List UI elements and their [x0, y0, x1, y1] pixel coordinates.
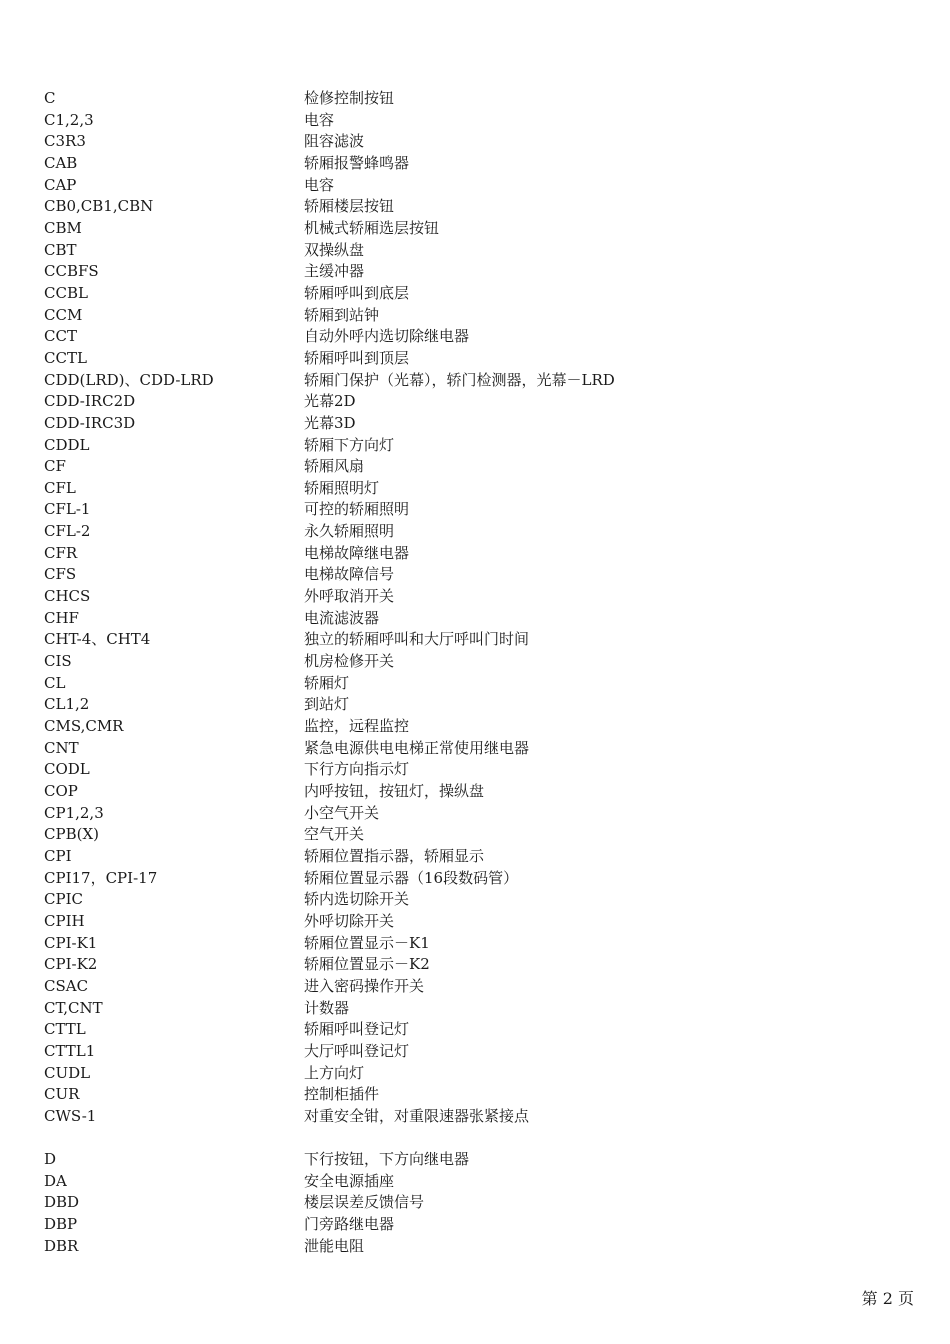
term-description: 双操纵盘 [304, 240, 365, 259]
table-row [44, 435, 924, 457]
blank-row [44, 1128, 924, 1150]
term-description: 小空气开关 [304, 803, 380, 822]
term-description: 可控的轿厢照明 [304, 500, 410, 519]
term-description: 轿厢下方向灯 [304, 435, 395, 454]
term-code: COP [44, 782, 78, 800]
term-code: DBR [44, 1236, 79, 1255]
term-code: DA [44, 1171, 67, 1190]
term-description: 轿厢位置显示器（16段数码管） [304, 868, 519, 887]
term-code: CPIC [44, 890, 83, 909]
page-number: 2 [882, 1289, 893, 1308]
term-description: 光幕2D [304, 392, 356, 411]
term-description: 电容 [304, 175, 335, 194]
term-code: CHCS [44, 587, 91, 606]
term-description: 监控，远程监控 [304, 717, 410, 736]
term-code: CCTL [44, 348, 87, 367]
term-code: CDD-IRC3D [44, 413, 136, 432]
table-row [44, 131, 924, 153]
glossary-table [44, 88, 924, 1257]
term-description: 下行方向指示灯 [304, 760, 410, 779]
term-description: 阻容滤波 [304, 132, 365, 151]
table-row [44, 456, 924, 478]
term-code: CPI [44, 846, 72, 865]
table-row [44, 976, 924, 998]
term-code: CF [44, 457, 66, 476]
term-code: CPIH [44, 911, 85, 930]
table-row [44, 1192, 924, 1214]
term-code: CFR [44, 543, 78, 562]
term-description: 楼层误差反馈信号 [304, 1193, 425, 1212]
term-code: CUR [44, 1085, 80, 1104]
table-row [44, 824, 924, 846]
table-row [44, 1084, 924, 1106]
term-code: CUDL [44, 1063, 91, 1082]
table-row [44, 673, 924, 695]
term-code: CFL-1 [44, 500, 91, 519]
table-row [44, 651, 924, 673]
term-code: CAP [44, 175, 77, 194]
table-row [44, 608, 924, 630]
table-row [44, 998, 924, 1020]
term-code: CL1,2 [44, 695, 90, 714]
term-code: CDD(LRD)、CDD-LRD [44, 370, 214, 389]
term-code: CWS-1 [44, 1106, 97, 1125]
table-row [44, 586, 924, 608]
table-row [44, 543, 924, 565]
term-code: CL [44, 673, 66, 692]
term-description: 外呼取消开关 [304, 587, 395, 606]
table-row [44, 305, 924, 327]
term-code: CFS [44, 565, 77, 584]
term-description: 轿厢到站钟 [304, 305, 380, 324]
term-code: CHT-4、CHT4 [44, 630, 151, 649]
term-code: DBD [44, 1193, 80, 1212]
term-code: CB0,CB1,CBN [44, 197, 154, 216]
table-row [44, 738, 924, 760]
table-row [44, 153, 924, 175]
term-code: CT,CNT [44, 998, 103, 1017]
term-description: 控制柜插件 [304, 1085, 380, 1104]
term-description: 自动外呼内选切除继电器 [304, 327, 470, 346]
term-description: 大厅呼叫登记灯 [304, 1041, 410, 1060]
term-code: CSAC [44, 976, 89, 995]
table-row [44, 261, 924, 283]
table-row [44, 478, 924, 500]
table-row [44, 1063, 924, 1085]
table-row [44, 933, 924, 955]
term-code: CMS,CMR [44, 717, 124, 736]
term-description: 轿厢门保护（光幕），轿门检测器，光幕－LRD [304, 370, 615, 389]
table-row [44, 868, 924, 890]
table-row [44, 88, 924, 110]
term-code: D [44, 1150, 57, 1169]
table-row [44, 521, 924, 543]
term-code: CHF [44, 608, 79, 627]
term-description: 轿厢位置指示器，轿厢显示 [304, 846, 485, 865]
term-description: 轿厢楼层按钮 [304, 197, 395, 216]
page-footer [862, 1286, 914, 1309]
term-description [304, 1128, 924, 1150]
term-description: 轿厢灯 [304, 673, 350, 692]
term-description: 计数器 [304, 998, 350, 1017]
table-row [44, 413, 924, 435]
term-description: 泄能电阻 [304, 1236, 365, 1255]
term-description: 对重安全钳，对重限速器张紧接点 [304, 1106, 530, 1125]
term-description: 轿厢位置显示－K1 [304, 933, 430, 952]
term-code: CIS [44, 652, 72, 671]
term-code: CP1,2,3 [44, 803, 104, 822]
term-code: C [44, 89, 56, 107]
table-row [44, 629, 924, 651]
table-row [44, 326, 924, 348]
term-code: DBP [44, 1215, 78, 1234]
table-row [44, 240, 924, 262]
term-code: CFL-2 [44, 522, 91, 541]
term-code: CBT [44, 240, 77, 259]
term-code: CPI-K2 [44, 955, 98, 974]
term-code: CCBFS [44, 262, 99, 281]
table-row [44, 218, 924, 240]
table-row [44, 1149, 924, 1171]
table-row [44, 1019, 924, 1041]
term-description: 到站灯 [304, 695, 350, 714]
term-code: CCM [44, 305, 83, 324]
table-row [44, 175, 924, 197]
term-description: 轿厢呼叫登记灯 [304, 1020, 410, 1039]
table-row [44, 889, 924, 911]
table-row [44, 846, 924, 868]
term-description: 安全电源插座 [304, 1171, 395, 1190]
term-description: 轿厢呼叫到顶层 [304, 348, 410, 367]
term-code [44, 1128, 304, 1150]
term-description: 独立的轿厢呼叫和大厅呼叫门时间 [304, 630, 530, 649]
page-label-suffix: 页 [897, 1289, 914, 1308]
table-row [44, 1106, 924, 1128]
table-row [44, 954, 924, 976]
term-code: C3R3 [44, 132, 86, 151]
table-row [44, 283, 924, 305]
term-description: 上方向灯 [304, 1063, 365, 1082]
term-description: 主缓冲器 [304, 262, 365, 281]
term-code: CPB(X) [44, 825, 99, 844]
table-row [44, 110, 924, 132]
table-row [44, 499, 924, 521]
table-row [44, 1236, 924, 1258]
term-code: CBM [44, 218, 82, 237]
table-row [44, 1214, 924, 1236]
term-description: 进入密码操作开关 [304, 976, 425, 995]
term-description: 光幕3D [304, 413, 356, 432]
term-code: CODL [44, 760, 90, 779]
table-row [44, 370, 924, 392]
term-code: CPI17，CPI-17 [44, 868, 158, 887]
table-row [44, 391, 924, 413]
term-code: CTTL1 [44, 1041, 96, 1060]
term-code: C1,2,3 [44, 110, 94, 129]
term-description: 轿内选切除开关 [304, 890, 410, 909]
term-description: 外呼切除开关 [304, 911, 395, 930]
table-row [44, 781, 924, 803]
term-description: 轿厢报警蜂鸣器 [304, 153, 410, 172]
term-description: 下行按钮，下方向继电器 [304, 1150, 470, 1169]
term-description: 机械式轿厢选层按钮 [304, 218, 440, 237]
term-code: CAB [44, 153, 78, 172]
table-row [44, 716, 924, 738]
term-code: CDD-IRC2D [44, 392, 136, 411]
table-row [44, 1041, 924, 1063]
term-description: 电容 [304, 110, 335, 129]
table-row [44, 564, 924, 586]
term-description: 轿厢风扇 [304, 457, 365, 476]
table-row [44, 911, 924, 933]
term-code: CFL [44, 478, 76, 497]
term-description: 轿厢位置显示－K2 [304, 955, 430, 974]
term-code: CNT [44, 738, 79, 757]
term-description: 门旁路继电器 [304, 1215, 395, 1234]
term-description: 检修控制按钮 [304, 89, 395, 107]
term-description: 电梯故障继电器 [304, 543, 410, 562]
term-description: 电梯故障信号 [304, 565, 395, 584]
term-description: 内呼按钮，按钮灯，操纵盘 [304, 782, 485, 800]
term-description: 轿厢照明灯 [304, 478, 380, 497]
table-row [44, 196, 924, 218]
term-code: CPI-K1 [44, 933, 98, 952]
table-row [44, 803, 924, 825]
term-code: CDDL [44, 435, 90, 454]
term-description: 紧急电源供电电梯正常使用继电器 [304, 738, 530, 757]
term-description: 空气开关 [304, 825, 365, 844]
term-code: CTTL [44, 1020, 86, 1039]
term-code: CCBL [44, 283, 88, 302]
table-row [44, 759, 924, 781]
term-description: 机房检修开关 [304, 652, 395, 671]
term-code: CCT [44, 327, 77, 346]
page-label-prefix: 第 [861, 1289, 878, 1308]
table-row [44, 694, 924, 716]
term-description: 电流滤波器 [304, 608, 380, 627]
table-row [44, 348, 924, 370]
term-description: 轿厢呼叫到底层 [304, 283, 410, 302]
term-description: 永久轿厢照明 [304, 522, 395, 541]
table-row [44, 1171, 924, 1193]
